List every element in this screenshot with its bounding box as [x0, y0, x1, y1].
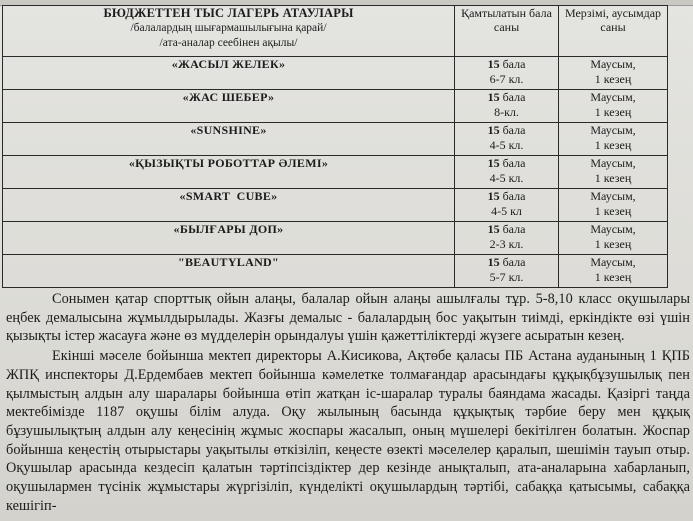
header-name-line3: /ата-аналар сеебінен ақылы/: [159, 37, 298, 49]
period: [559, 123, 668, 156]
period-shift: 1 кезең: [594, 204, 632, 218]
header-child-count: Қамтылатын бала саны: [455, 6, 559, 57]
camp-name: «ЖАС ШЕБЕР»: [3, 90, 455, 123]
header-name-line2: /балалардың шығармашылығына қарай/: [130, 22, 327, 34]
period-month: Маусым,: [590, 90, 636, 104]
child-count: [455, 222, 559, 255]
camp-name: «БЫЛҒАРЫ ДОП»: [3, 222, 455, 255]
child-count: [455, 189, 559, 222]
child-count: [455, 57, 559, 90]
period: [559, 189, 668, 222]
count-number: 15: [487, 156, 500, 170]
period: [559, 255, 668, 288]
camp-name: «ҚЫЗЫҚТЫ РОБОТТАР ӘЛЕМІ»: [3, 156, 455, 189]
period-shift: 1 кезең: [594, 171, 632, 185]
period-shift: 1 кезең: [594, 72, 632, 86]
grade: 4-5 кл.: [489, 171, 524, 185]
period-month: Маусым,: [590, 57, 636, 71]
header-name-line1: БЮДЖЕТТЕН ТЫС ЛАГЕРЬ АТАУЛАРЫ: [103, 6, 354, 20]
grade: 2-3 кл.: [489, 237, 524, 251]
period-month: Маусым,: [590, 255, 636, 269]
grade: 4-5 кл: [491, 204, 522, 218]
period-month: Маусым,: [590, 189, 636, 203]
count-number: 15: [487, 57, 500, 71]
table-row: [3, 156, 668, 189]
table-row: [3, 90, 668, 123]
table-row: [3, 255, 668, 288]
camp-name: «SUNSHINE»: [3, 123, 455, 156]
body-text: [6, 290, 690, 515]
count-unit: бала: [502, 156, 526, 170]
count-number: 15: [487, 255, 500, 269]
table-row: [3, 57, 668, 90]
count-unit: бала: [502, 90, 526, 104]
child-count: [455, 156, 559, 189]
header-camp-name: [3, 6, 455, 57]
grade: 6-7 кл.: [489, 72, 524, 86]
grade: 4-5 кл.: [489, 138, 524, 152]
count-number: 15: [487, 90, 500, 104]
count-unit: бала: [502, 189, 526, 203]
period-shift: 1 кезең: [594, 138, 632, 152]
grade: 8-кл.: [494, 105, 519, 119]
header-period: Мерзімі, аусымдар саны: [559, 6, 668, 57]
period: [559, 156, 668, 189]
count-number: 15: [487, 222, 500, 236]
count-unit: бала: [502, 123, 526, 137]
count-number: 15: [487, 123, 500, 137]
table-row: [3, 222, 668, 255]
grade: 5-7 кл.: [489, 270, 524, 284]
child-count: [455, 123, 559, 156]
camp-name: «SMART CUBE»: [3, 189, 455, 222]
paragraph-sports-ground: Сонымен қатар спорттық ойын алаңы, балалар ойын алаңы ашылғалы тұр. 5-8,10 класс оқушылары еңбек демалысына жұмылдырылады. Жазғы демалыс - балалардың бос уақытын тиімді, еркіндікте өзі үшін қызықты істер жасауға және өз мүдделерін орындалуы үшін қажеттіліктерді жүзеге асыратын кезең.: [6, 291, 690, 345]
camp-name: "BEAUTYLAND": [3, 255, 455, 288]
period: [559, 90, 668, 123]
count-unit: бала: [502, 222, 526, 236]
camp-table: [2, 5, 668, 288]
period-shift: 1 кезең: [594, 237, 632, 251]
period-shift: 1 кезең: [594, 270, 632, 284]
period: [559, 57, 668, 90]
child-count: [455, 90, 559, 123]
period-shift: 1 кезең: [594, 105, 632, 119]
table-row: [3, 189, 668, 222]
table-row: [3, 123, 668, 156]
count-unit: бала: [502, 57, 526, 71]
period-month: Маусым,: [590, 222, 636, 236]
paragraph-second-issue: Екінші мәселе бойынша мектеп директоры А.Кисикова, Ақтөбе қаласы ПБ Астана ауданының 1 ҚПБ ЖПҚ инспекторы Д.Ердембаев мектеп бойынша кәмелетке толмағандар арасындағы құқықбұзушылық пен қылмыстың алдын алу шаралары бойынша өтіп жатқан іс-шаралар туралы баяндама жасады. Қазіргі таңда мектебімізде 1187 оқушы білім алуда. Оқу жылының басында құқықтық тәрбие беру мен құқық бұзушылықтың алдын алу кеңесінің жұмыс жоспары жасалып, оның мүшелері бекітілген болатын. Жоспар бойынша кеңестің отырыстары уақытылы өткізіліп, кеңесте өзекті мәселелер қаралып, шешімін тауып отыр. Оқушылар арасында кездесіп қалатын тәртіпсіздіктер дер кезінде анықталып, ата-аналарына хабарланып, оқушылармен түсінік жұмыстары жүргізіліп, күнделікті оқушылардың тәртібі, сабаққа қатысымы, сабаққа кешігіп-: [6, 348, 690, 514]
camp-name: «ЖАСЫЛ ЖЕЛЕК»: [3, 57, 455, 90]
period-month: Маусым,: [590, 156, 636, 170]
period: [559, 222, 668, 255]
count-unit: бала: [502, 255, 526, 269]
period-month: Маусым,: [590, 123, 636, 137]
child-count: [455, 255, 559, 288]
count-number: 15: [487, 189, 500, 203]
table-header-row: [3, 6, 668, 57]
